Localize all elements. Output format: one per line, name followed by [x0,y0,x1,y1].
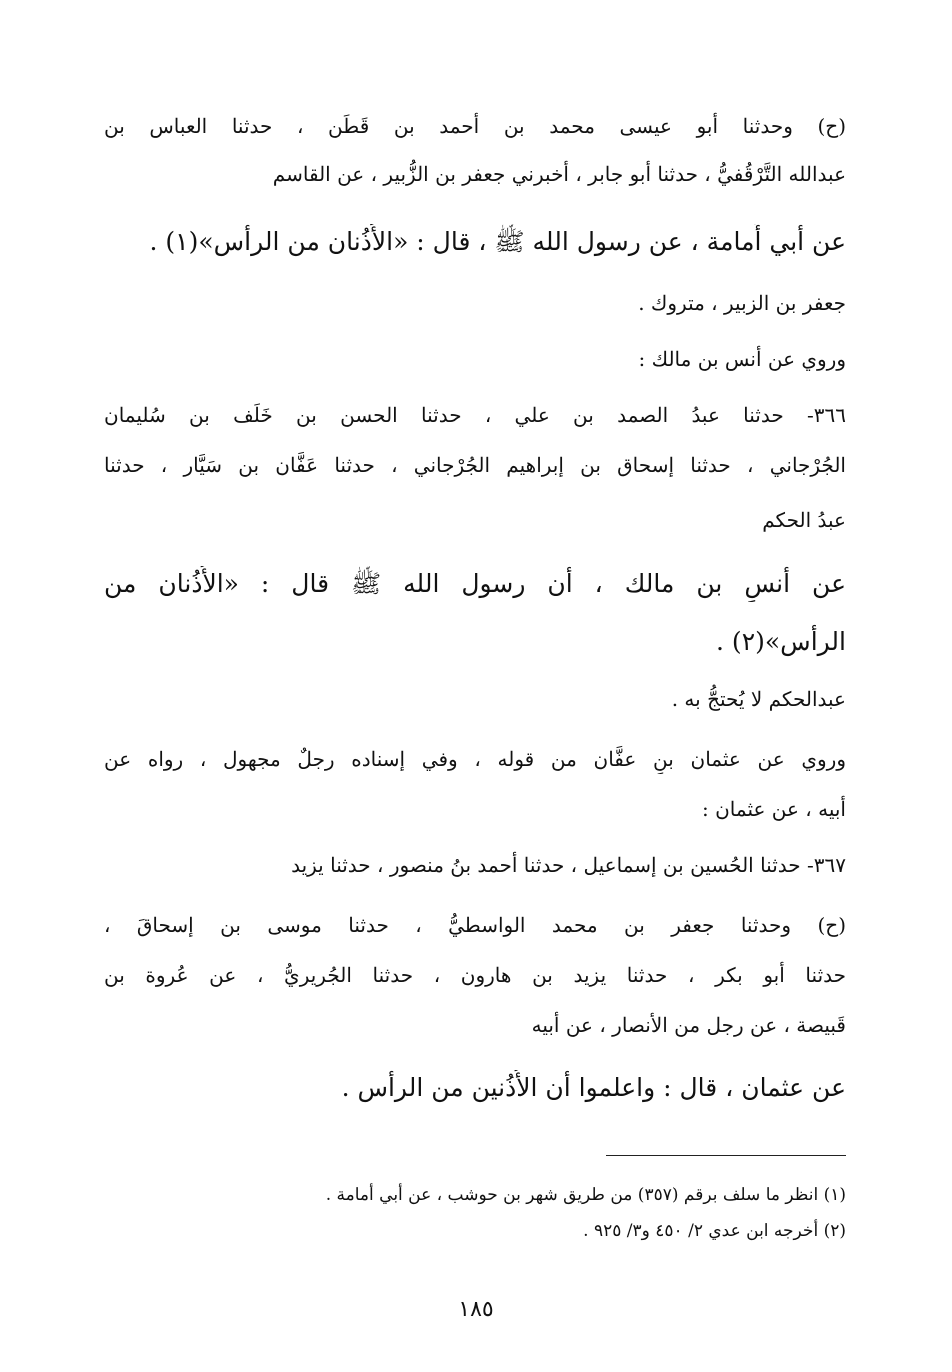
text-line: وروي عن عثمان بنِ عفَّان من قوله ، وفي إسناده رجلٌ مجهول ، رواه عن [104,747,846,771]
text-line: الجُرْجاني ، حدثنا إسحاق بن إبراهيم الجُرْجاني ، حدثنا عَفَّان بن سَيَّار ، حدثنا [104,453,846,477]
hadith-number-line: ٣٦٦- حدثنا عبدُ الصمد بن علي ، حدثنا الحسن بن خَلَف بن سُليمان [104,403,846,427]
text-line: عبدُ الحكم [762,508,846,532]
text-line: جعفر بن الزبير ، متروك . [638,291,846,315]
matn-line: عن عثمان ، قال : واعلموا أن الأُذُنين من الرأس . [341,1073,846,1102]
text-line: (ح) وحدثنا أبو عيسى محمد بن أحمد بن قَطَن ، حدثنا العباس بن [104,114,846,138]
matn-line: عن أنسِ بن مالك ، أن رسول الله ﷺ قال : «الأُذُنان من [104,569,846,598]
matn-line: عن أبي أُمامة ، عن رسول الله ﷺ ، قال : «الأُذُنان من الرأس»(١) . [149,227,846,256]
text-line: وروي عن أنس بن مالك : [638,347,846,371]
matn-line: الرأس»(٢) . [716,627,846,656]
text-line: حدثنا أبو بكر ، حدثنا يزيد بن هارون ، حدثنا الجُريريُّ ، عن عُروة بن [104,963,846,987]
text-line: عبدالله التَّرْقُفيُّ ، حدثنا أبو جابر ، أخبرني جعفر بن الزُّبير ، عن القاسم [272,162,846,186]
text-line: أبيه ، عن عثمان : [702,797,846,821]
text-line: (ح) وحدثنا جعفر بن محمد الواسطيُّ ، حدثنا موسى بن إسحاقَ ، [104,913,846,937]
page-number: ١٨٥ [458,1297,494,1322]
footnote-divider [606,1155,846,1156]
text-line: عبدالحكم لا يُحتجُّ به . [671,687,846,711]
text-line: قَبيصة ، عن رجل من الأنصار ، عن أبيه [531,1013,846,1037]
hadith-number-line: ٣٦٧- حدثنا الحُسين بن إسماعيل ، حدثنا أحمد بنُ منصور ، حدثنا يزيد [291,853,846,877]
footnote-2: (٢) أخرجه ابن عدي ٢/ ٤٥٠ و٣/ ٩٢٥ . [583,1221,846,1241]
footnote-1: (١) انظر ما سلف برقم (٣٥٧) من طريق شهر بن حوشب ، عن أبي أمامة . [325,1185,846,1205]
